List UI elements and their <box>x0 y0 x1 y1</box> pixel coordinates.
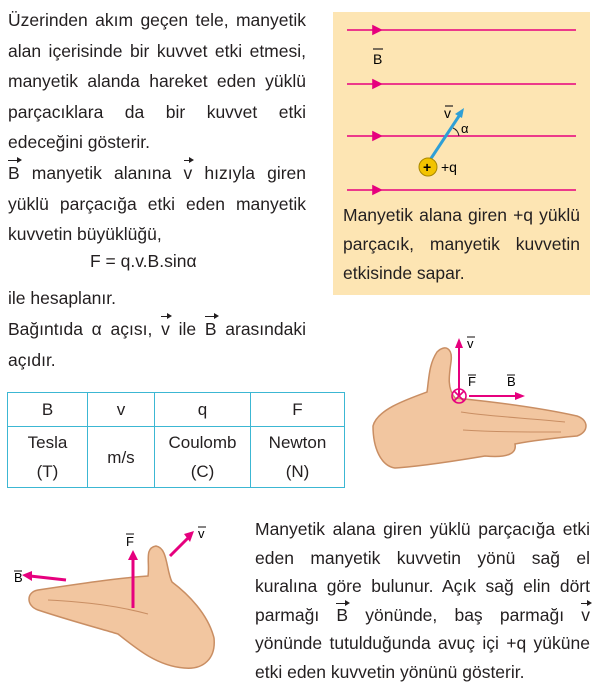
header-b: B <box>8 393 88 427</box>
b-label: B <box>14 570 23 585</box>
f-label: F <box>126 534 134 549</box>
unit-newton <box>251 427 345 488</box>
b-label: B <box>373 51 383 67</box>
unit-symbol: (C) <box>190 462 215 481</box>
angle-arc <box>453 128 459 136</box>
p2-mid: manyetik alanına <box>19 163 184 183</box>
v-vector-symbol: v <box>161 314 170 345</box>
unit-ms <box>88 427 155 488</box>
formula-note: ile hesaplanır. <box>8 288 116 308</box>
p5-c: yönünde, baş parmağı <box>348 604 582 625</box>
right-hand-illustration <box>365 328 595 490</box>
unit-symbol: (N) <box>285 462 310 481</box>
v-vector-symbol: v <box>184 158 193 189</box>
charge-sign: + <box>423 159 432 175</box>
unit-name: Tesla <box>27 433 68 452</box>
v-label: v <box>444 105 451 121</box>
b-label: B <box>507 374 516 389</box>
field-diagram <box>333 12 590 202</box>
right-hand-rule-text <box>255 515 590 686</box>
b-vector-symbol: B <box>205 314 217 345</box>
p4-end: arasındaki açıdır. <box>8 319 306 370</box>
p5-a: Manyetik alana giren yüklü parçacığa etki eden manyetik kuvvetin yönü sağ el kuralına göre bulunur. Açık sağ elin dört parmağı <box>255 519 590 625</box>
field-diagram-caption: Manyetik alana giren +q yüklü parçacık, manyetik kuvvetin etkisinde sapar. <box>343 205 580 283</box>
f-label: F <box>468 374 476 389</box>
p2-end: hızıyla giren yüklü parçacığa etki eden manyetik kuvvetin büyüklüğü, <box>8 163 307 244</box>
force-description <box>8 158 306 250</box>
hand-shape <box>29 546 214 668</box>
force-formula: F = q.v.B.sinα <box>90 251 197 271</box>
field-arrow <box>373 80 381 88</box>
f-arrowhead <box>128 550 138 560</box>
b-arrow <box>30 576 66 580</box>
units-table <box>7 392 345 488</box>
p5-d: yönünde tutulduğunda avuç içi +q yüküne etki eden kuvvetin yönünü gösterir. <box>255 633 590 682</box>
b-arrowhead <box>515 392 525 400</box>
unit-tesla <box>8 427 88 488</box>
field-arrow <box>373 26 381 34</box>
unit-name: m/s <box>107 447 135 467</box>
open-hand-illustration <box>8 518 248 678</box>
units-row <box>8 427 345 488</box>
intro-paragraph: Üzerinden akım geçen tele, manyetik alan içerisinde bir kuvvet etki etmesi, manyetik alanda hareket eden yüklü parçacıklara da bir kuvvet etki edeceğini gösterir. <box>8 10 306 152</box>
field-arrow <box>373 132 381 140</box>
v-vector-symbol: v <box>581 601 590 630</box>
v-label: v <box>467 336 474 351</box>
charge-label: +q <box>441 159 457 175</box>
velocity-arrowhead <box>455 108 464 118</box>
v-arrow <box>170 538 188 556</box>
alpha-label: α <box>461 121 469 136</box>
units-header-row <box>8 393 345 427</box>
b-arrowhead <box>22 571 32 581</box>
b-vector-symbol: B <box>8 158 20 189</box>
unit-symbol: (T) <box>36 462 59 481</box>
angle-description <box>8 314 306 375</box>
field-arrow <box>373 186 381 194</box>
v-label: v <box>198 526 205 541</box>
v-arrowhead <box>455 338 463 348</box>
unit-name: Coulomb <box>168 433 237 452</box>
p4-start: Bağıntıda α açısı, <box>8 319 162 339</box>
unit-coulomb <box>155 427 251 488</box>
header-q: q <box>155 393 251 427</box>
p4-mid: ile <box>169 319 205 339</box>
hand-shape <box>373 348 586 468</box>
header-v: v <box>88 393 155 427</box>
header-f: F <box>251 393 345 427</box>
unit-name: Newton <box>268 433 327 452</box>
b-vector-symbol: B <box>336 601 348 630</box>
